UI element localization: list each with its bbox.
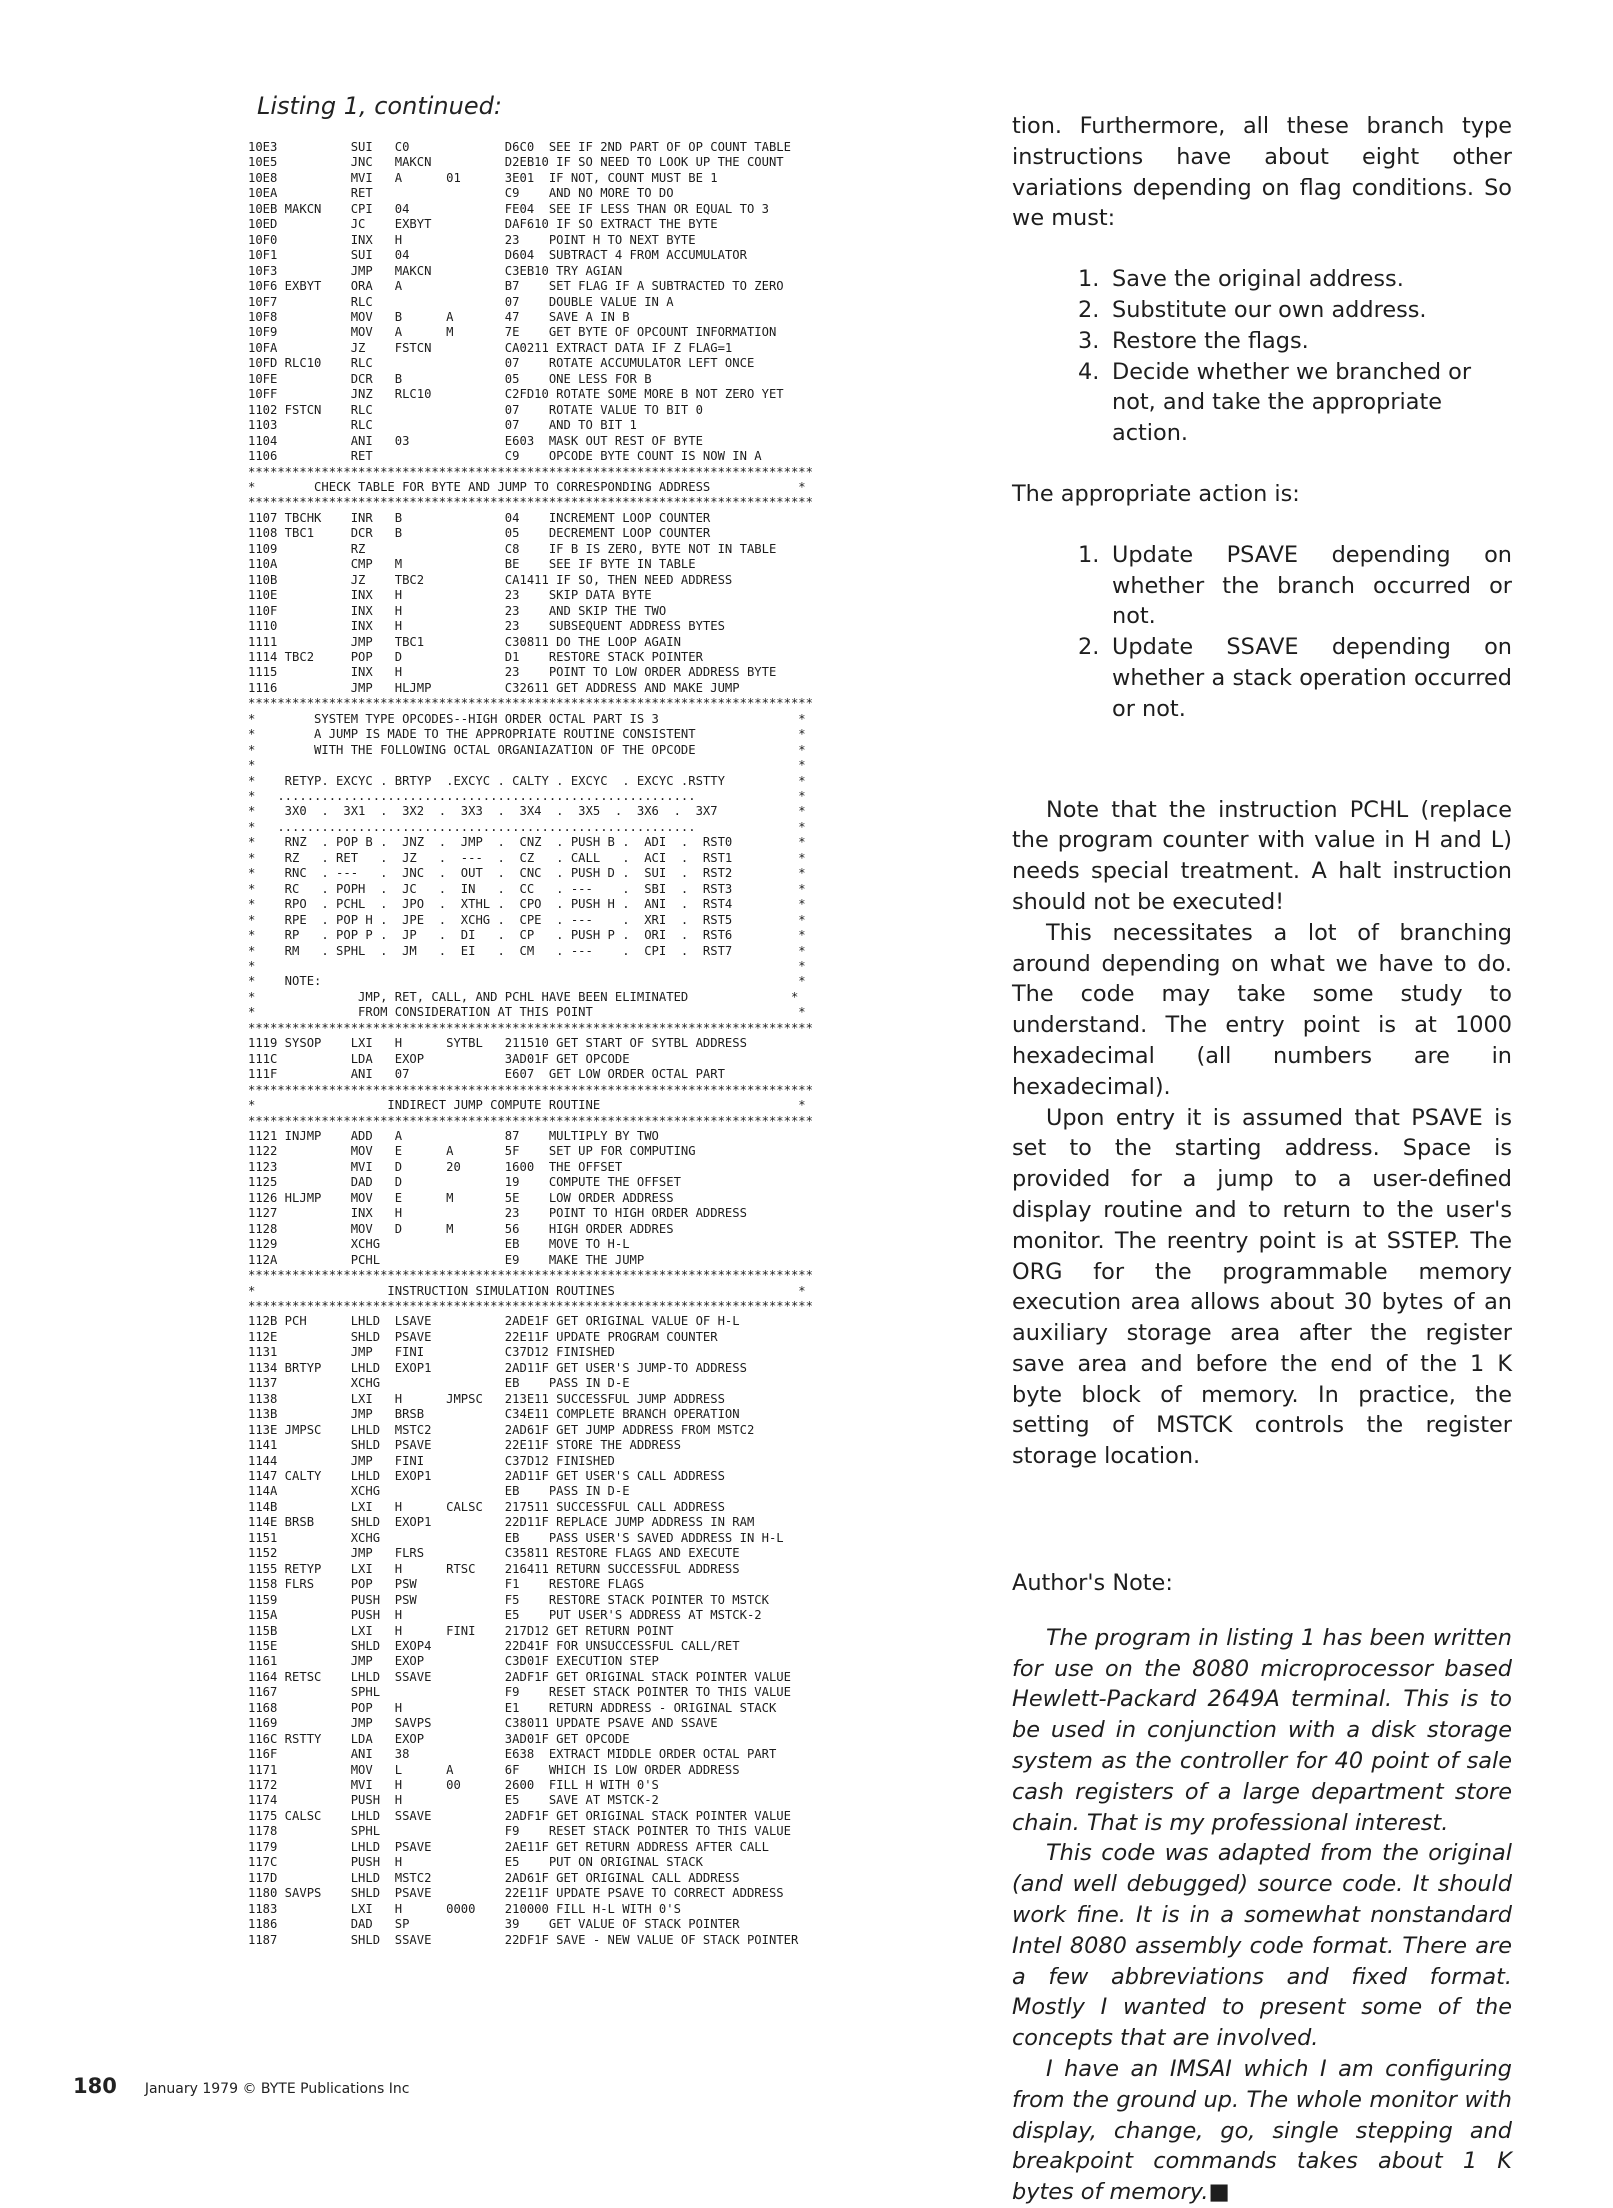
listing-line: 110E INX H 23 SKIP DATA BYTE: [248, 588, 652, 603]
listing-line: 1123 MVI D 20 1600 THE OFFSET: [248, 1159, 623, 1174]
listing-line: 1109 RZ C8 IF B IS ZERO, BYTE NOT IN TABLE: [248, 541, 777, 556]
listing-line: 1103 RLC 07 AND TO BIT 1: [248, 418, 637, 433]
listing-line: 1119 SYSOP LXI H SYTBL 211510 GET START OF SYTBL ADDRESS: [248, 1036, 747, 1051]
step-item: [1012, 295, 1512, 326]
listing-line: 1131 JMP FINI C37D12 FINISHED: [248, 1345, 615, 1360]
listing-line: 112E SHLD PSAVE 22E11F UPDATE PROGRAM COUNTER: [248, 1329, 718, 1344]
listing-line: 113B JMP BRSB C34E11 COMPLETE BRANCH OPERATION: [248, 1407, 740, 1422]
listing-line: 10F9 MOV A M 7E GET BYTE OF OPCOUNT INFORMATION: [248, 325, 777, 340]
article-text-column: [1012, 111, 1512, 2208]
author-note-paragraph-3: [1012, 2054, 1512, 2208]
listing-line: * RC . POPH . JC . IN . CC . --- . SBI . RST3 *: [248, 881, 806, 896]
listing-line: 1179 LHLD PSAVE 2AE11F GET RETURN ADDRESS AFTER CALL: [248, 1839, 769, 1854]
listing-line: 110A CMP M BE SEE IF BYTE IN TABLE: [248, 557, 696, 572]
listing-line: 116C RSTTY LDA EXOP 3AD01F GET OPCODE: [248, 1731, 630, 1746]
listing-line: * CHECK TABLE FOR BYTE AND JUMP TO CORRESPONDING ADDRESS *: [248, 479, 806, 494]
listing-line: 10FF JNZ RLC10 C2FD10 ROTATE SOME MORE B NOT ZERO YET: [248, 387, 784, 402]
step-item: [1012, 264, 1512, 295]
listing-line: *****************************************************************************: [248, 1113, 813, 1128]
listing-line: * 3X0 . 3X1 . 3X2 . 3X3 . 3X4 . 3X5 . 3X6 . 3X7 *: [248, 804, 806, 819]
listing-line: 1144 JMP FINI C37D12 FINISHED: [248, 1453, 615, 1468]
listing-line: 1174 PUSH H E5 SAVE AT MSTCK-2: [248, 1793, 659, 1808]
listing-line: * RPE . POP H . JPE . XCHG . CPE . --- . XRI . RST5 *: [248, 912, 806, 927]
step-text: Save the original address.: [1112, 266, 1404, 293]
listing-line: 1167 SPHL F9 RESET STACK POINTER TO THIS VALUE: [248, 1685, 791, 1700]
paragraph-pchl: Note that the instruction PCHL (replace the program counter with value in H and L) needs special treatment. A halt instruction should not be executed!: [1012, 796, 1512, 915]
listing-line: * NOTE: *: [248, 974, 806, 989]
listing-line: * ......................................................... *: [248, 789, 806, 804]
action-number: 2.: [1078, 634, 1100, 661]
action-intro: The appropriate action is:: [1012, 480, 1300, 507]
listing-line: 115E SHLD EXOP4 22D41F FOR UNSUCCESSFUL CALL/RET: [248, 1638, 740, 1653]
listing-line: 1178 SPHL F9 RESET STACK POINTER TO THIS VALUE: [248, 1824, 791, 1839]
action-text: Update SSAVE depending on whether a stack operation occurred or not.: [1112, 634, 1512, 722]
listing-line: 10FE DCR B 05 ONE LESS FOR B: [248, 371, 652, 386]
listing-line: 1110 INX H 23 SUBSEQUENT ADDRESS BYTES: [248, 619, 725, 634]
end-mark: ■: [1208, 2179, 1230, 2206]
intro-paragraph: tion. Furthermore, all these branch type instructions have about eight other variations depending on flag conditions. So we must:: [1012, 113, 1512, 232]
listing-line: 1138 LXI H JMPSC 213E11 SUCCESSFUL JUMP ADDRESS: [248, 1391, 725, 1406]
listing-line: 1161 JMP EXOP C3D01F EXECUTION STEP: [248, 1654, 659, 1669]
listing-line: 111C LDA EXOP 3AD01F GET OPCODE: [248, 1051, 630, 1066]
listing-line: 1106 RET C9 OPCODE BYTE COUNT IS NOW IN A: [248, 449, 762, 464]
listing-line: 10EB MAKCN CPI 04 FE04 SEE IF LESS THAN OR EQUAL TO 3: [248, 201, 769, 216]
listing-line: 110B JZ TBC2 CA1411 IF SO, THEN NEED ADDRESS: [248, 572, 733, 587]
listing-line: 1127 INX H 23 POINT TO HIGH ORDER ADDRESS: [248, 1206, 747, 1221]
step-number: 4.: [1078, 358, 1100, 385]
actions-list: [1012, 540, 1512, 725]
listing-line: * JMP, RET, CALL, AND PCHL HAVE BEEN ELIMINATED *: [248, 989, 799, 1004]
listing-line: 114E BRSB SHLD EXOP1 22D11F REPLACE JUMP ADDRESS IN RAM: [248, 1515, 755, 1530]
listing-line: * *: [248, 959, 806, 974]
listing-line: *****************************************************************************: [248, 495, 813, 510]
paragraph-entry: Upon entry it is assumed that PSAVE is set to the starting address. Space is provided for a jump to a user-defined display routine and to return to the user's monitor. The reentry point is at SSTEP. The ORG for the programmable memory execution area allows about 30 bytes of an auxiliary storage area after the register save area and before the end of the 1 K byte block of memory. In practice, the setting of MSTCK controls the register storage location.: [1012, 1104, 1512, 1470]
listing-line: 1141 SHLD PSAVE 22E11F STORE THE ADDRESS: [248, 1438, 681, 1453]
listing-line: 1125 DAD D 19 COMPUTE THE OFFSET: [248, 1175, 681, 1190]
listing-line: 1171 MOV L A 6F WHICH IS LOW ORDER ADDRESS: [248, 1762, 740, 1777]
listing-line: 117D LHLD MSTC2 2AD61F GET ORIGINAL CALL ADDRESS: [248, 1870, 740, 1885]
listing-line: 1108 TBC1 DCR B 05 DECREMENT LOOP COUNTER: [248, 526, 711, 541]
listing-line: 1128 MOV D M 56 HIGH ORDER ADDRES: [248, 1221, 674, 1236]
listing-line: 10F3 JMP MAKCN C3EB10 TRY AGIAN: [248, 263, 623, 278]
listing-line: 10E5 JNC MAKCN D2EB10 IF SO NEED TO LOOK UP THE COUNT: [248, 155, 784, 170]
listing-line: *****************************************************************************: [248, 464, 813, 479]
listing-line: 111F ANI 07 E607 GET LOW ORDER OCTAL PART: [248, 1067, 725, 1082]
listing-line: 1152 JMP FLRS C35811 RESTORE FLAGS AND EXECUTE: [248, 1546, 740, 1561]
listing-line: * WITH THE FOLLOWING OCTAL ORGANIAZATION OF THE OPCODE *: [248, 742, 806, 757]
author-note-paragraph-1: The program in listing 1 has been written for use on the 8080 microprocessor based Hewlett-Packard 2649A terminal. This is to be used in conjunction with a disk storage system as the controller for 40 point of sale cash registers of a large department store chain. That is my professional interest.: [1012, 1624, 1512, 1836]
listing-line: 1115 INX H 23 POINT TO LOW ORDER ADDRESS BYTE: [248, 665, 777, 680]
page-footer: [73, 2074, 409, 2098]
listing-line: 1164 RETSC LHLD SSAVE 2ADF1F GET ORIGINAL STACK POINTER VALUE: [248, 1669, 791, 1684]
listing-line: 10F1 SUI 04 D604 SUBTRACT 4 FROM ACCUMULATOR: [248, 248, 747, 263]
listing-line: 110F INX H 23 AND SKIP THE TWO: [248, 603, 667, 618]
listing-line: 1168 POP H E1 RETURN ADDRESS - ORIGINAL STACK: [248, 1700, 777, 1715]
listing-line: 1187 SHLD SSAVE 22DF1F SAVE - NEW VALUE OF STACK POINTER: [248, 1932, 799, 1947]
listing-line: * RZ . RET . JZ . --- . CZ . CALL . ACI . RST1 *: [248, 850, 806, 865]
listing-line: *****************************************************************************: [248, 1082, 813, 1097]
listing-line: 10F6 EXBYT ORA A B7 SET FLAG IF A SUBTRACTED TO ZERO: [248, 279, 784, 294]
author-note-paragraph-2: This code was adapted from the original (and well debugged) source code. It should work fine. It is in a somewhat nonstandard Intel 8080 assembly code format. There are a few abbreviations and fixed format. Mostly I wanted to present some of the concepts that are involved.: [1012, 1840, 1512, 2052]
action-item: [1012, 540, 1512, 632]
listing-line: * SYSTEM TYPE OPCODES--HIGH ORDER OCTAL PART IS 3 *: [248, 711, 806, 726]
listing-line: * ......................................................... *: [248, 819, 806, 834]
step-item: [1012, 357, 1512, 449]
listing-line: * RPO . PCHL . JPO . XTHL . CPO . PUSH H . ANI . RST4 *: [248, 897, 806, 912]
step-text: Substitute our own address.: [1112, 296, 1427, 323]
listing-line: 1151 XCHG EB PASS USER'S SAVED ADDRESS IN H-L: [248, 1530, 784, 1545]
listing-line: 112B PCH LHLD LSAVE 2ADE1F GET ORIGINAL VALUE OF H-L: [248, 1314, 740, 1329]
listing-line: * A JUMP IS MADE TO THE APPROPRIATE ROUTINE CONSISTENT *: [248, 727, 806, 742]
listing-line: 1186 DAD SP 39 GET VALUE OF STACK POINTER: [248, 1917, 740, 1932]
listing-line: 1114 TBC2 POP D D1 RESTORE STACK POINTER: [248, 649, 703, 664]
listing-line: 116F ANI 38 E638 EXTRACT MIDDLE ORDER OCTAL PART: [248, 1747, 777, 1762]
step-number: 1.: [1078, 266, 1100, 293]
listing-line: 1159 PUSH PSW F5 RESTORE STACK POINTER TO MSTCK: [248, 1592, 769, 1607]
listing-line: 1102 FSTCN RLC 07 ROTATE VALUE TO BIT 0: [248, 402, 703, 417]
listing-line: 1175 CALSC LHLD SSAVE 2ADF1F GET ORIGINAL STACK POINTER VALUE: [248, 1808, 791, 1823]
listing-line: 1107 TBCHK INR B 04 INCREMENT LOOP COUNTER: [248, 510, 711, 525]
step-text: Restore the flags.: [1112, 327, 1309, 354]
steps-list: [1012, 264, 1512, 449]
listing-line: 113E JMPSC LHLD MSTC2 2AD61F GET JUMP ADDRESS FROM MSTC2: [248, 1422, 755, 1437]
listing-line: 1169 JMP SAVPS C38011 UPDATE PSAVE AND SSAVE: [248, 1716, 718, 1731]
listing-line: 1121 INJMP ADD A 87 MULTIPLY BY TWO: [248, 1129, 659, 1143]
listing-line: 1137 XCHG EB PASS IN D-E: [248, 1376, 630, 1391]
listing-line: * RNZ . POP B . JNZ . JMP . CNZ . PUSH B . ADI . RST0 *: [248, 835, 806, 850]
listing-line: 112A PCHL E9 MAKE THE JUMP: [248, 1252, 645, 1267]
listing-line: 10FA JZ FSTCN CA0211 EXTRACT DATA IF Z FLAG=1: [248, 340, 733, 355]
listing-line: * FROM CONSIDERATION AT THIS POINT *: [248, 1005, 806, 1020]
listing-line: *****************************************************************************: [248, 1298, 813, 1313]
listing-line: 10FD RLC10 RLC 07 ROTATE ACCUMULATOR LEFT ONCE: [248, 356, 755, 371]
listing-line: 10F8 MOV B A 47 SAVE A IN B: [248, 309, 630, 324]
listing-line: 1122 MOV E A 5F SET UP FOR COMPUTING: [248, 1144, 696, 1159]
page-number: 180: [73, 2074, 117, 2098]
step-item: [1012, 326, 1512, 357]
listing-line: 1183 LXI H 0000 210000 FILL H-L WITH 0'S: [248, 1901, 681, 1916]
listing-line: 117C PUSH H E5 PUT ON ORIGINAL STACK: [248, 1855, 703, 1870]
listing-line: 1111 JMP TBC1 C30811 DO THE LOOP AGAIN: [248, 634, 681, 649]
listing-line: 1129 XCHG EB MOVE TO H-L: [248, 1237, 630, 1252]
publication-line: January 1979 © BYTE Publications Inc: [144, 2081, 410, 2097]
listing-line: 1104 ANI 03 E603 MASK OUT REST OF BYTE: [248, 433, 703, 448]
listing-line: 1180 SAVPS SHLD PSAVE 22E11F UPDATE PSAVE TO CORRECT ADDRESS: [248, 1886, 784, 1901]
step-number: 2.: [1078, 296, 1100, 323]
listing-line: 10ED JC EXBYT DAF610 IF SO EXTRACT THE BYTE: [248, 217, 718, 232]
listing-line: *****************************************************************************: [248, 1020, 813, 1035]
listing-line: * RETYP. EXCYC . BRTYP .EXCYC . CALTY . EXCYC . EXCYC .RSTTY *: [248, 773, 806, 788]
listing-heading: Listing 1, continued:: [257, 92, 502, 120]
listing-line: 1116 JMP HLJMP C32611 GET ADDRESS AND MAKE JUMP: [248, 680, 740, 695]
step-number: 3.: [1078, 327, 1100, 354]
paragraph-branching: This necessitates a lot of branching around depending on what we have to do. The code may take some study to understand. The entry point is at 1000 hexadecimal (all numbers are in hexadecimal).: [1012, 919, 1512, 1100]
listing-line: * *: [248, 758, 806, 773]
listing-line: * RNC . --- . JNC . OUT . CNC . PUSH D . SUI . RST2 *: [248, 866, 806, 881]
listing-line: 10F7 RLC 07 DOUBLE VALUE IN A: [248, 294, 674, 309]
listing-line: * INSTRUCTION SIMULATION ROUTINES *: [248, 1283, 806, 1298]
listing-line: 1155 RETYP LXI H RTSC 216411 RETURN SUCCESSFUL ADDRESS: [248, 1561, 740, 1576]
listing-line: *****************************************************************************: [248, 696, 813, 711]
listing-line: * RP . POP P . JP . DI . CP . PUSH P . ORI . RST6 *: [248, 928, 806, 943]
listing-line: * INDIRECT JUMP COMPUTE ROUTINE *: [248, 1098, 806, 1113]
author-note-paragraph-3-text: I have an IMSAI which I am configuring from the ground up. The whole monitor with display, change, go, single stepping and breakpoint commands takes about 1 K bytes of memory.: [1012, 2056, 1512, 2206]
listing-line: 10E8 MVI A 01 3E01 IF NOT, COUNT MUST BE 1: [248, 170, 718, 185]
listing-line: 1126 HLJMP MOV E M 5E LOW ORDER ADDRESS: [248, 1190, 674, 1205]
step-text: Decide whether we branched or not, and take the appropriate action.: [1112, 358, 1472, 447]
listing-line: 10E3 SUI C0 D6C0 SEE IF 2ND PART OF OP COUNT TABLE: [248, 140, 791, 154]
listing-line: 10F0 INX H 23 POINT H TO NEXT BYTE: [248, 232, 696, 247]
action-number: 1.: [1078, 541, 1100, 568]
listing-line: 115A PUSH H E5 PUT USER'S ADDRESS AT MSTCK-2: [248, 1608, 762, 1623]
listing-line: * RM . SPHL . JM . EI . CM . --- . CPI . RST7 *: [248, 943, 806, 958]
listing-line: 1158 FLRS POP PSW F1 RESTORE FLAGS: [248, 1577, 645, 1592]
assembly-listing: [248, 140, 948, 2035]
listing-line: 114B LXI H CALSC 217511 SUCCESSFUL CALL ADDRESS: [248, 1499, 725, 1514]
listing-line: 1134 BRTYP LHLD EXOP1 2AD11F GET USER'S JUMP-TO ADDRESS: [248, 1360, 747, 1375]
author-note-title: Author's Note:: [1012, 1570, 1173, 1597]
listing-line: *****************************************************************************: [248, 1268, 813, 1283]
listing-line: 10EA RET C9 AND NO MORE TO DO: [248, 186, 674, 201]
listing-line: 1172 MVI H 00 2600 FILL H WITH 0'S: [248, 1778, 659, 1793]
listing-line: 114A XCHG EB PASS IN D-E: [248, 1484, 630, 1499]
action-text: Update PSAVE depending on whether the branch occurred or not.: [1112, 541, 1512, 630]
action-item: [1012, 632, 1512, 724]
listing-line: 1147 CALTY LHLD EXOP1 2AD11F GET USER'S CALL ADDRESS: [248, 1468, 725, 1483]
listing-line: 115B LXI H FINI 217D12 GET RETURN POINT: [248, 1623, 674, 1638]
